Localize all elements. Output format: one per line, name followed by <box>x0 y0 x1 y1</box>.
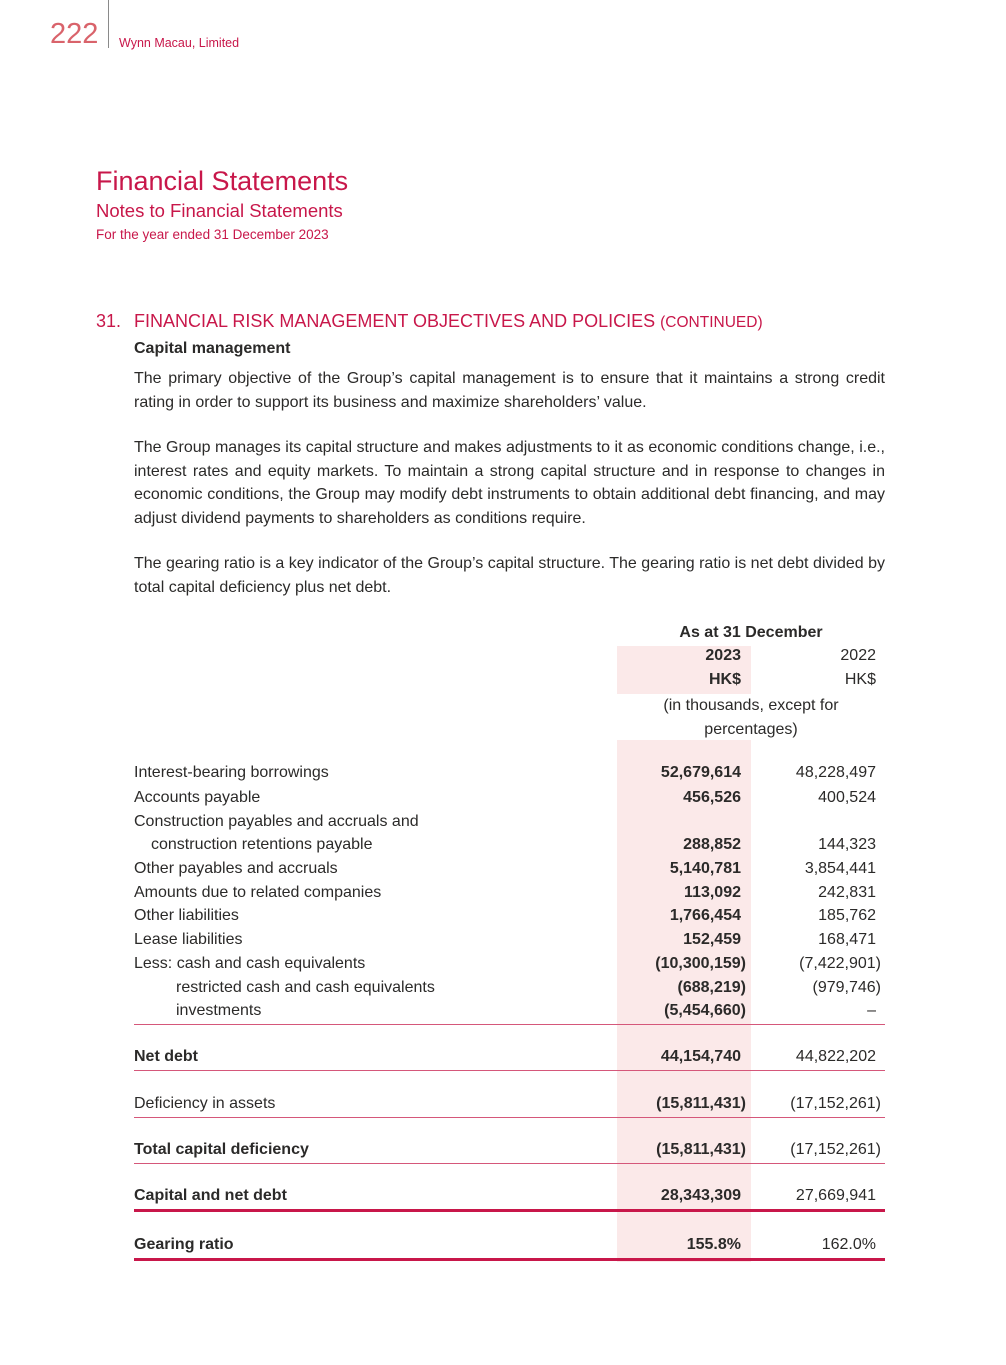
row-label: construction retentions payable <box>151 836 373 853</box>
value-2023: (10,300,159) <box>655 955 746 972</box>
row-label: Interest-bearing borrowings <box>134 764 329 781</box>
table-row <box>134 884 885 908</box>
value-2022: 185,762 <box>818 907 876 924</box>
net-debt-rule <box>134 1070 885 1071</box>
row-label: Net debt <box>134 1048 198 1065</box>
value-2023: (5,454,660) <box>664 1002 746 1019</box>
value-2023: 52,679,614 <box>660 764 741 781</box>
value-2022: 400,524 <box>818 789 876 806</box>
value-2022: 242,831 <box>818 884 876 901</box>
value-2023: (15,811,431) <box>656 1095 746 1112</box>
header-divider <box>108 0 109 48</box>
row-label: Deficiency in assets <box>134 1095 276 1112</box>
row-label: Gearing ratio <box>134 1236 234 1253</box>
row-label: Construction payables and accruals and <box>134 813 419 830</box>
value-2022: 168,471 <box>818 931 876 948</box>
value-2023: 5,140,781 <box>669 860 741 877</box>
column-group-header: As at 31 December <box>679 624 823 641</box>
section-title: FINANCIAL RISK MANAGEMENT OBJECTIVES AND POLICIES <box>134 311 656 331</box>
table-row <box>134 789 885 813</box>
value-2022: – <box>867 1002 876 1019</box>
row-label: Total capital deficiency <box>134 1141 309 1158</box>
paragraph-gearing-ratio: The gearing ratio is a key indicator of the Group’s capital structure. The gearing ratio is net debt divided by total capital deficiency plus net debt. <box>134 555 885 596</box>
value-2022: 27,669,941 <box>795 1187 876 1204</box>
table-row <box>134 931 885 955</box>
section-number: 31. <box>96 311 122 331</box>
gearing-ratio-rule <box>134 1258 885 1261</box>
reporting-period: For the year ended 31 December 2023 <box>96 227 329 242</box>
row-label: Other payables and accruals <box>134 860 338 877</box>
company-name: Wynn Macau, Limited <box>119 36 240 50</box>
table-row-deficiency-in-assets <box>134 1095 885 1119</box>
value-2023: 28,343,309 <box>660 1187 741 1204</box>
column-header-2023-year: 2023 <box>705 647 741 664</box>
capital-net-debt-rule <box>134 1209 885 1212</box>
value-2022: (17,152,261) <box>790 1095 881 1112</box>
table-row <box>134 1002 885 1026</box>
table-row <box>134 813 885 837</box>
column-header-2022-year: 2022 <box>840 647 876 664</box>
paragraph-capital-structure: The Group manages its capital structure and makes adjustments to it as economic conditions change, i.e., interest rates and equity markets. To maintain a strong capital structure and in response to changes in economic conditions, the Group may modify debt instruments to obtain additional debt financing, and may adjust dividend payments to shareholders as conditions require. <box>134 439 885 528</box>
value-2023: (688,219) <box>677 979 746 996</box>
table-row-net-debt <box>134 1048 885 1072</box>
section-subheading: Capital management <box>134 340 291 357</box>
value-2023: 155.8% <box>686 1236 741 1253</box>
value-2023: (15,811,431) <box>656 1141 746 1158</box>
table-row <box>134 836 885 860</box>
paragraph-capital-objective: The primary objective of the Group’s capital management is to ensure that it maintains a strong credit rating in order to support its business and maximize shareholders’ value. <box>134 370 885 411</box>
deficiency-rule <box>134 1117 885 1118</box>
page-title: Financial Statements <box>96 166 349 196</box>
column-header-2023-currency: HK$ <box>708 671 741 688</box>
value-2022: 162.0% <box>821 1236 876 1253</box>
value-2022: (7,422,901) <box>799 955 881 972</box>
section-heading <box>96 311 763 332</box>
page-subtitle: Notes to Financial Statements <box>96 200 343 221</box>
row-label: Less: cash and cash equivalents <box>134 955 366 972</box>
value-2022: (17,152,261) <box>790 1141 881 1158</box>
units-note: (in thousands, except for percentages) <box>663 697 839 738</box>
table-row-gearing-ratio <box>134 1236 885 1260</box>
value-2023: 288,852 <box>683 836 741 853</box>
value-2023: 456,526 <box>683 789 741 806</box>
table-row <box>134 907 885 931</box>
row-label: Capital and net debt <box>134 1187 287 1204</box>
value-2023: 152,459 <box>683 931 741 948</box>
row-label: Lease liabilities <box>134 931 243 948</box>
table-row <box>134 955 885 979</box>
value-2022: 48,228,497 <box>795 764 876 781</box>
value-2022: 44,822,202 <box>795 1048 876 1065</box>
subtotal-rule <box>134 1024 885 1025</box>
column-header-2022-currency: HK$ <box>844 671 876 688</box>
table-row-capital-and-net-debt <box>134 1187 885 1211</box>
total-deficiency-rule <box>134 1163 885 1164</box>
table-row <box>134 979 885 1003</box>
value-2022: (979,746) <box>812 979 881 996</box>
value-2023: 113,092 <box>684 884 741 901</box>
row-label: Accounts payable <box>134 789 261 806</box>
table-row <box>134 764 885 788</box>
table-row-total-capital-deficiency <box>134 1141 885 1165</box>
value-2023: 44,154,740 <box>660 1048 741 1065</box>
row-label: restricted cash and cash equivalents <box>176 979 435 996</box>
table-row <box>134 860 885 884</box>
value-2022: 3,854,441 <box>804 860 876 877</box>
row-label: investments <box>176 1002 262 1019</box>
section-continued: (CONTINUED) <box>660 314 763 331</box>
value-2022: 144,323 <box>818 836 876 853</box>
page-number: 222 <box>50 18 99 50</box>
row-label: Amounts due to related companies <box>134 884 382 901</box>
row-label: Other liabilities <box>134 907 239 924</box>
value-2023: 1,766,454 <box>669 907 741 924</box>
